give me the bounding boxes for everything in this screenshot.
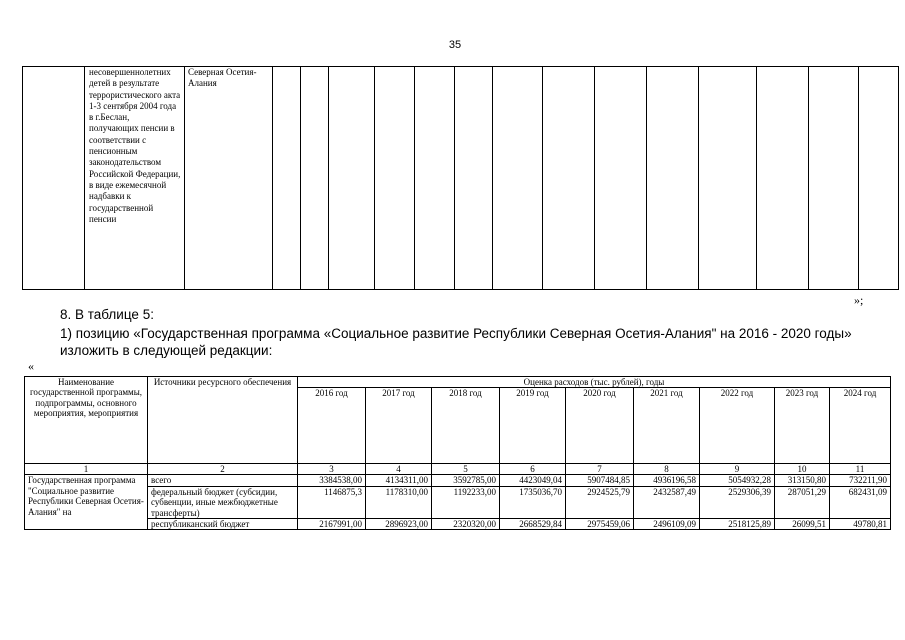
year-header: 2017 год (366, 388, 432, 464)
value-cell: 2432587,49 (634, 486, 700, 518)
column-number: 4 (366, 464, 432, 475)
value-cell: 2975459,06 (566, 519, 634, 530)
value-cell: 1178310,00 (366, 486, 432, 518)
table-row (25, 519, 891, 530)
table-cell (647, 67, 699, 290)
value-cell: 2496109,09 (634, 519, 700, 530)
value-cell: 2924525,79 (566, 486, 634, 518)
year-header: 2016 год (298, 388, 366, 464)
program-name-cell: Государственная программа "Социальное развитие Республики Северная Осетия-Алания" на (25, 475, 148, 530)
value-cell: 287051,29 (775, 486, 830, 518)
year-header: 2019 год (500, 388, 566, 464)
table-row (25, 475, 891, 486)
year-header: 2022 год (700, 388, 775, 464)
expenses-table (24, 376, 891, 530)
table-cell (543, 67, 595, 290)
value-cell: 3384538,00 (298, 475, 366, 486)
value-cell: 2518125,89 (700, 519, 775, 530)
source-cell: республиканский бюджет (148, 519, 298, 530)
closing-quote: »; (854, 293, 864, 307)
region-cell: Северная Осетия-Алания (185, 67, 273, 290)
table-cell (375, 67, 415, 290)
top-table-row (23, 67, 899, 290)
column-number: 9 (700, 464, 775, 475)
header-name-cell: Наименование государственной программы, подпрограммы, основного мероприятия, мероприятия (25, 377, 148, 464)
value-cell: 732211,90 (830, 475, 891, 486)
value-cell: 3592785,00 (432, 475, 500, 486)
value-cell: 5054932,28 (700, 475, 775, 486)
table-cell (329, 67, 375, 290)
header-row (25, 377, 891, 388)
value-cell: 1735036,70 (500, 486, 566, 518)
value-cell: 682431,09 (830, 486, 891, 518)
column-number: 8 (634, 464, 700, 475)
column-number: 5 (432, 464, 500, 475)
value-cell: 26099,51 (775, 519, 830, 530)
table-cell (455, 67, 493, 290)
table-cell (23, 67, 85, 290)
paragraph-continuation: изложить в следующей редакции: (60, 343, 273, 358)
source-cell: федеральный бюджет (субсидии, субвенции, иные межбюджетные трансферты) (148, 486, 298, 518)
column-number: 10 (775, 464, 830, 475)
value-cell: 4423049,04 (500, 475, 566, 486)
top-table-fragment (22, 66, 899, 290)
year-header: 2018 год (432, 388, 500, 464)
value-cell: 2529306,39 (700, 486, 775, 518)
value-cell: 1146875,3 (298, 486, 366, 518)
header-estimate-cell: Оценка расходов (тыс. рублей), годы (298, 377, 891, 388)
year-header: 2021 год (634, 388, 700, 464)
value-cell: 1192233,00 (432, 486, 500, 518)
table-cell (273, 67, 301, 290)
value-cell: 313150,80 (775, 475, 830, 486)
year-header: 2023 год (775, 388, 830, 464)
table-cell (809, 67, 859, 290)
year-header: 2020 год (566, 388, 634, 464)
column-number: 1 (25, 464, 148, 475)
table-cell (415, 67, 455, 290)
table-row (25, 486, 891, 518)
table-cell (595, 67, 647, 290)
value-cell: 5907484,85 (566, 475, 634, 486)
column-numbers-row (25, 464, 891, 475)
year-header: 2024 год (830, 388, 891, 464)
value-cell: 2668529,84 (500, 519, 566, 530)
column-number: 7 (566, 464, 634, 475)
column-number: 11 (830, 464, 891, 475)
header-sources-cell: Источники ресурсного обеспечения (148, 377, 298, 464)
value-cell: 49780,81 (830, 519, 891, 530)
source-cell: всего (148, 475, 298, 486)
opening-quote: « (28, 359, 34, 373)
value-cell: 4936196,58 (634, 475, 700, 486)
paragraph-subitem: 1) позицию «Государственная программа «Социальное развитие Республики Северная Осетия-Алания" на 2016 - 2020 годы» (60, 326, 852, 341)
measure-description-cell: несовершеннолетних детей в результате террористического акта 1-3 сентября 2004 года в г.Беслан, получающих пенсии в соответствии с пенсионным законодательством Российской Федерации, в виде ежемесячной надбавки к государственной пенсии (85, 67, 185, 290)
paragraph-item: 8. В таблице 5: (60, 307, 154, 322)
value-cell: 2167991,00 (298, 519, 366, 530)
column-number: 2 (148, 464, 298, 475)
value-cell: 2896923,00 (366, 519, 432, 530)
table-cell (757, 67, 809, 290)
table-cell (301, 67, 329, 290)
table-cell (859, 67, 899, 290)
column-number: 6 (500, 464, 566, 475)
table-cell (699, 67, 757, 290)
table-cell (493, 67, 543, 290)
page-number: 35 (448, 39, 462, 51)
value-cell: 2320320,00 (432, 519, 500, 530)
value-cell: 4134311,00 (366, 475, 432, 486)
column-number: 3 (298, 464, 366, 475)
